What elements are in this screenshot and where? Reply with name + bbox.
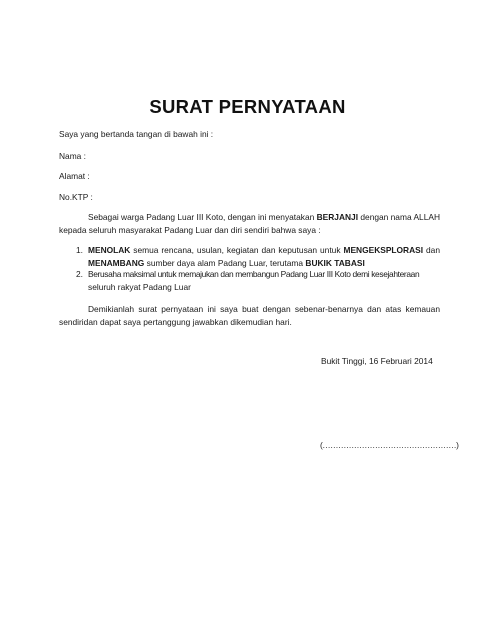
list-item (88, 244, 440, 269)
field-nama: Nama : (59, 151, 86, 161)
closing-line-1: Demikianlah surat pernyataan ini saya buat dengan sebenar-benarnya dan atas kemauan (88, 304, 440, 314)
statement-line-2: kepada seluruh masyarakat Padang Luar dan diri sendiri bahwa saya : (59, 224, 321, 235)
statement-emphasis: BERJANJI (316, 212, 359, 222)
field-no-ktp: No.KTP : (59, 192, 93, 202)
list-emphasis: MENOLAK (88, 245, 131, 255)
list-number: 1. (76, 245, 83, 255)
statement-paragraph (59, 211, 440, 236)
list-item-line (88, 244, 440, 257)
field-alamat: Alamat : (59, 171, 90, 181)
statement-text: Sebagai warga Padang Luar III Koto, dengan ini menyatakan (88, 212, 315, 222)
closing-paragraph (59, 303, 440, 328)
list-emphasis: MENAMBANG (88, 257, 145, 268)
list-text: semua rencana, usulan, kegiatan dan keputusan untuk (133, 245, 341, 255)
list-number: 2. (76, 269, 83, 279)
list-text: sumber daya alam Padang Luar, terutama (146, 257, 304, 268)
intro-text: Saya yang bertanda tangan di bawah ini : (59, 129, 214, 139)
list-item-line: Berusaha maksimal untuk memajukan dan membangun Padang Luar III Koto demi kesejahteraan (88, 269, 420, 279)
statement-line-1 (59, 211, 440, 224)
statement-text: dengan nama ALLAH (360, 212, 440, 222)
closing-line-2: sendiridan dapat saya pertanggung jawabkan dikemudian hari. (59, 316, 292, 327)
list-text: dan (426, 245, 440, 255)
list-item (88, 268, 440, 293)
signature-line: (……………………………………………) (320, 440, 459, 450)
page-title: SURAT PERNYATAAN (149, 96, 346, 117)
list-item-line: seluruh rakyat Padang Luar (88, 281, 191, 292)
list-emphasis: MENGEKSPLORASI (343, 245, 424, 255)
list-emphasis: BUKIK TABASI (305, 257, 365, 268)
place-date: Bukit Tinggi, 16 Februari 2014 (321, 356, 433, 366)
